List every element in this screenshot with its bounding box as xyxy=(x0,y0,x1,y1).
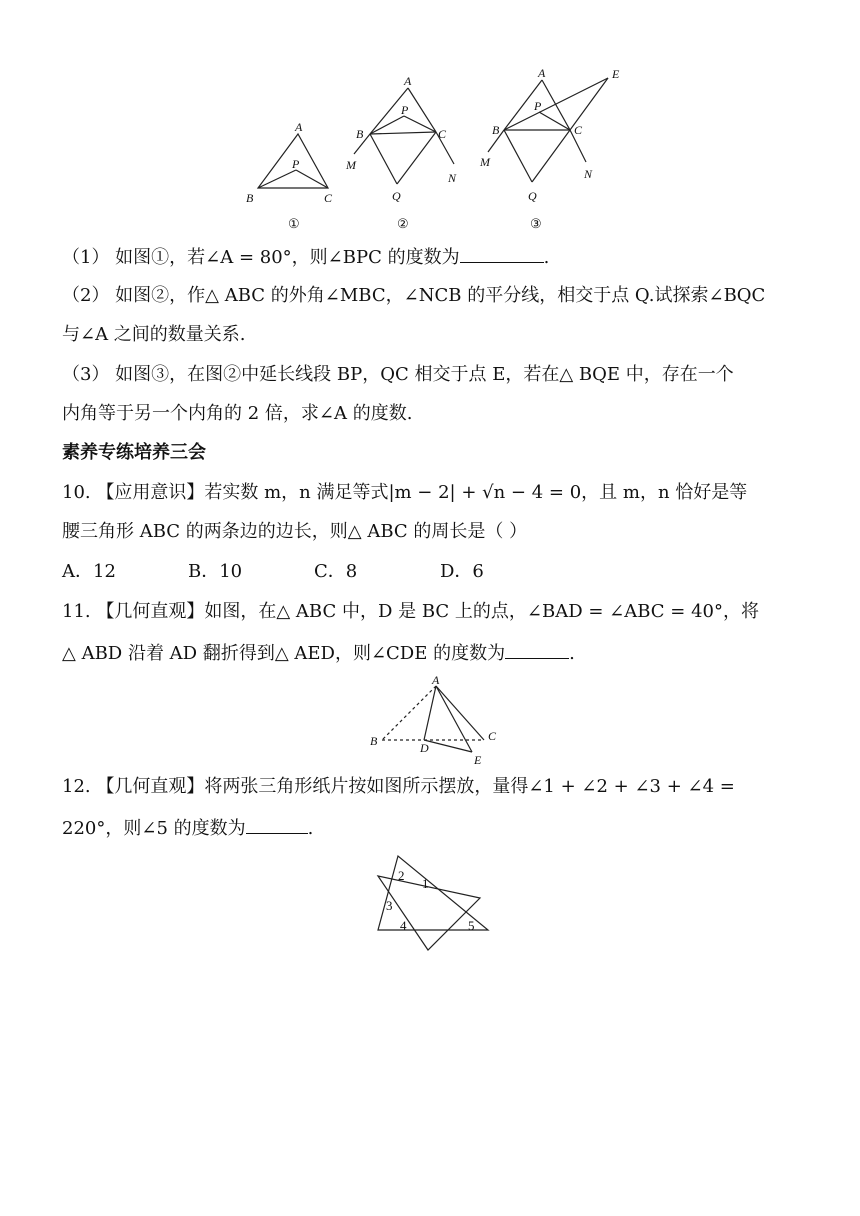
q10-line2: 腰三角形 ABC 的两条边的边长，则△ ABC 的周长是（ ） xyxy=(62,521,528,542)
q12-line2-end: . xyxy=(307,818,314,839)
q9-part1-end: . xyxy=(543,247,550,268)
q9-part3-line1: （3） 如图③，在图②中延长线段 BP，QC 相交于点 E，若在△ BQE 中，存在一个 xyxy=(62,364,734,385)
figure-1 xyxy=(240,118,340,236)
q11-line2-end: . xyxy=(569,643,575,664)
fig2-label-n: N xyxy=(448,171,457,185)
section-title: 素养专练培养三会 xyxy=(62,442,206,463)
q12-blank xyxy=(246,815,308,834)
q12-line2-text: 220°，则∠5 的度数为 xyxy=(62,818,246,839)
fig3-label-q: Q xyxy=(528,189,537,203)
q12-angle-3: 3 xyxy=(386,898,393,913)
fig3-label-m: M xyxy=(480,155,490,169)
q11-label-d: D xyxy=(420,741,429,755)
q9-part1-text: （1） 如图①，若∠A = 80°，则∠BPC 的度数为 xyxy=(62,247,460,268)
fig2-caption: ② xyxy=(397,216,409,231)
q11-label-b: B xyxy=(370,734,378,748)
fig3-label-n: N xyxy=(584,167,593,181)
q12-figure xyxy=(372,850,496,954)
q10-option-d: D．6 xyxy=(440,561,484,582)
q11-label-a: A xyxy=(432,674,440,687)
q12-angle-4: 4 xyxy=(400,918,407,933)
fig2-label-p: P xyxy=(401,103,409,117)
q12-line2 xyxy=(62,815,313,841)
q12-line1: 12. 【几何直观】将两张三角形纸片按如图所示摆放，量得∠1 + ∠2 + ∠3 + ∠4 = xyxy=(62,776,735,797)
q11-blank xyxy=(505,640,569,659)
q9-part1-blank xyxy=(460,244,544,263)
q10-option-c: C．8 xyxy=(314,561,358,582)
figure-2 xyxy=(340,72,470,236)
fig1-label-a: A xyxy=(295,120,303,134)
fig2-label-q: Q xyxy=(392,189,401,203)
fig2-label-m: M xyxy=(346,158,356,172)
fig3-label-b: B xyxy=(492,123,500,137)
q10-option-a: A．12 xyxy=(62,561,116,582)
q10-options xyxy=(62,560,540,584)
fig1-label-b: B xyxy=(246,191,254,205)
q11-label-c: C xyxy=(488,729,497,743)
q12-angle-2: 2 xyxy=(398,868,405,883)
fig3-label-p: P xyxy=(534,99,542,113)
fig2-label-b: B xyxy=(356,127,364,141)
q11-line2-text: △ ABD 沿着 AD 翻折得到△ AED，则∠CDE 的度数为 xyxy=(62,643,506,664)
q12-angle-1: 1 xyxy=(422,876,429,891)
q11-label-e: E xyxy=(474,753,482,767)
fig1-caption: ① xyxy=(288,216,300,231)
q9-part2-line2: 与∠A 之间的数量关系. xyxy=(62,324,246,345)
q11-figure xyxy=(364,674,504,768)
fig3-caption: ③ xyxy=(530,216,542,231)
q10-option-b: B．10 xyxy=(188,561,243,582)
q10-line1: 10. 【应用意识】若实数 m，n 满足等式|m − 2| + √n − 4 = 0，且 m，n 恰好是等 xyxy=(62,482,748,503)
fig3-label-a: A xyxy=(538,66,546,80)
figure-3 xyxy=(472,64,632,236)
q12-angle-5: 5 xyxy=(468,918,475,933)
fig2-label-c: C xyxy=(438,127,447,141)
q9-part3-line2: 内角等于另一个内角的 2 倍，求∠A 的度数. xyxy=(62,403,413,424)
q9-part1 xyxy=(62,244,549,270)
fig1-label-p: P xyxy=(292,157,300,171)
fig3-label-c: C xyxy=(574,123,583,137)
fig3-label-e: E xyxy=(612,67,620,81)
fig1-label-c: C xyxy=(324,191,333,205)
q9-part2-line1: （2） 如图②，作△ ABC 的外角∠MBC，∠NCB 的平分线，相交于点 Q.试探索∠BQC xyxy=(62,285,766,306)
q11-line1: 11. 【几何直观】如图，在△ ABC 中，D 是 BC 上的点，∠BAD = ∠ABC = 40°，将 xyxy=(62,601,760,622)
q11-line2 xyxy=(62,640,575,666)
fig2-label-a: A xyxy=(404,74,412,88)
